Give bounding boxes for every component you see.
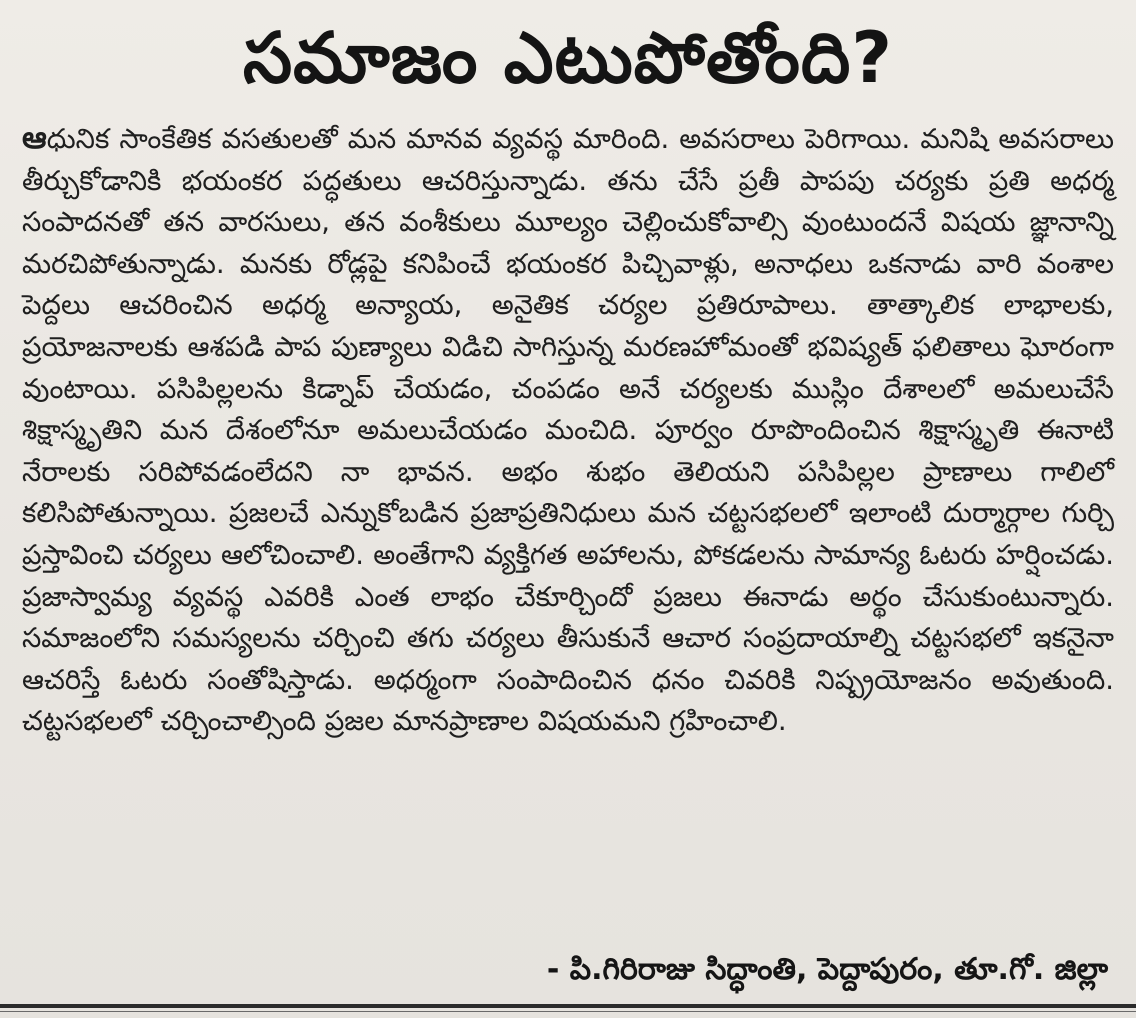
article-body-text: ధునిక సాంకేతిక వసతులతో మన మానవ వ్యవస్థ మారింది. అవసరాలు పెరిగాయి. మనిషి అవసరాలు తీర్చుకోడానికి భయంకర పద్ధతులు ఆచరిస్తున్నాడు. తను చేసే ప్రతీ పాపపు చర్యకు ప్రతి అధర్మ సంపాదనతో తన వారసులు, తన వంశీకులు మూల్యం చెల్లించుకోవాల్సి వుంటుందనే విషయ జ్ఞానాన్ని మరచిపోతున్నాడు. మనకు రోడ్లపై కనిపించే భయంకర పిచ్చివాళ్లు, అనాధలు ఒకనాడు వారి వంశాల పెద్దలు ఆచరించిన అధర్మ అన్యాయ, అనైతిక చర్యల ప్రతిరూపాలు. తాత్కాలిక లాభాలకు, ప్రయోజనాలకు ఆశపడి పాప పుణ్యాలు విడిచి సాగిస్తున్న మరణహోమంతో భవిష్యత్ ఫలితాలు ఘోరంగా వుంటాయి. పసిపిల్లలను కిడ్నాప్ చేయడం, చంపడం అనే చర్యలకు ముస్లిం దేశాలలో అమలుచేసే శిక్షాస్మృతిని మన దేశంలోనూ అమలుచేయడం మంచిది. పూర్వం రూపొందించిన శిక్షాస్మృతి ఈనాటి నేరాలకు సరిపోవడంలేదని నా భావన. అభం శుభం తెలియని పసిపిల్లల ప్రాణాలు గాలిలో కలిసిపోతున్నాయి. ప్రజలచే ఎన్నుకోబడిన ప్రజాప్రతినిధులు మన చట్టసభలలో ఇలాంటి దుర్మార్గాల గుర్చి ప్రస్తావించి చర్యలు ఆలోచించాలి. అంతేగాని వ్యక్తిగత అహాలను, పోకడలను సామాన్య ఓటరు హర్షించడు. ప్రజాస్వామ్య వ్యవస్థ ఎవరికి ఎంత లాభం చేకూర్చిందో ప్రజలు ఈనాడు అర్థం చేసుకుంటున్నారు. సమాజంలోని సమస్యలను చర్చించి తగు చర్యలు తీసుకునే ఆచార సంప్రదాయాల్ని చట్టసభలో ఇకనైనా ఆచరిస్తే ఓటరు సంతోషిస్తాడు. అధర్మంగా సంపాదించిన ధనం చివరికి నిష్ప్రయోజనం అవుతుంది. చట్టసభలలో చర్చించాల్సింది ప్రజల మానప్రాణాల విషయమని గ్రహించాలి. <box>22 123 1114 738</box>
article-body <box>22 118 1114 743</box>
bottom-divider-thin <box>0 1011 1136 1012</box>
bottom-divider <box>0 1004 1136 1008</box>
article-headline: సమాజం ఎటుపోతోంది? <box>243 17 893 99</box>
author-byline: - పి.గిరిరాజు సిద్ధాంతి, పెద్దాపురం, తూ.గో. జిల్లా <box>546 952 1108 987</box>
lead-letter: ఆ <box>22 120 47 156</box>
